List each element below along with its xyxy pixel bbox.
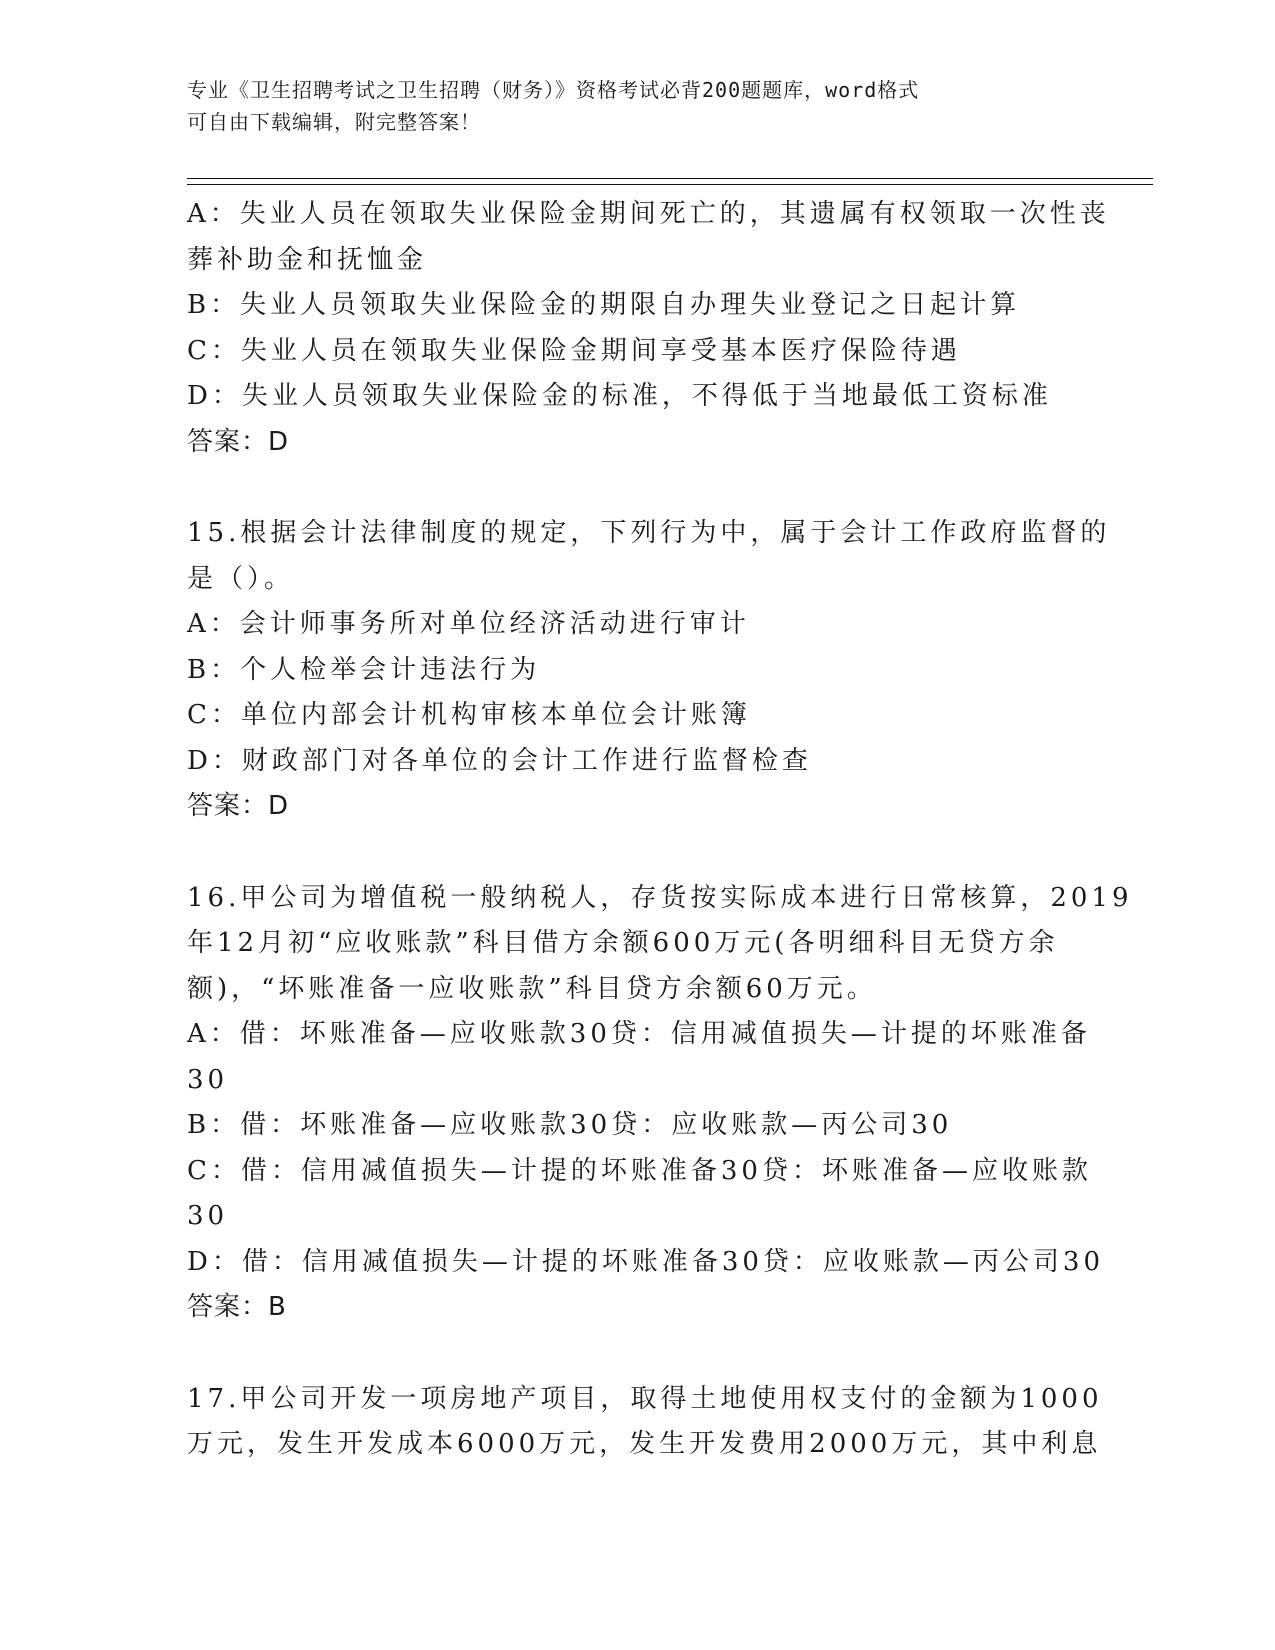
answer: 答案：B — [187, 1292, 287, 1322]
option-d: D：失业人员领取失业保险金的标准，不得低于当地最低工资标准 — [187, 381, 1052, 411]
question-spacer — [187, 1331, 1087, 1377]
question-stem: 15.根据会计法律制度的规定，下列行为中，属于会计工作政府监督的 — [187, 518, 1111, 548]
question-stem-continued: 额)，“坏账准备一应收账款”科目贷方余额60万元。 — [187, 973, 877, 1004]
question-stem-continued: 万元，发生开发成本6000万元，发生开发费用2000万元，其中利息 — [187, 1429, 1102, 1459]
option-a-continued: 30 — [187, 1064, 229, 1095]
question-14 — [187, 192, 1110, 465]
option-d: D：财政部门对各单位的会计工作进行监督检查 — [187, 745, 812, 776]
option-a-continued: 葬补助金和抚恤金 — [187, 244, 428, 275]
header-divider-bottom — [187, 184, 1153, 185]
header-line-2: 可自由下载编辑，附完整答案！ — [187, 110, 481, 134]
option-c: C：失业人员在领取失业保险金期间享受基本医疗保险待遇 — [187, 335, 961, 366]
question-list — [187, 192, 1133, 1468]
question-spacer — [187, 830, 1087, 876]
option-c: C：单位内部会计机构审核本单位会计账簿 — [187, 700, 751, 730]
header-divider-top — [187, 178, 1153, 179]
option-a: A：借：坏账准备—应收账款30贷：信用减值损失—计提的坏账准备 — [187, 1019, 1091, 1049]
question-stem: 17.甲公司开发一项房地产项目，取得土地使用权支付的金额为1000 — [187, 1383, 1103, 1414]
question-stem-continued: 年12月初“应收账款”科目借方余额600万元(各明细科目无贷方余 — [187, 928, 1059, 958]
option-a: A：会计师事务所对单位经济活动进行审计 — [187, 609, 750, 639]
option-c: C：借：信用减值损失—计提的坏账准备30贷：坏账准备—应收账款 — [187, 1155, 1092, 1186]
question-15 — [187, 511, 1111, 830]
answer: 答案：D — [187, 426, 290, 457]
option-b: B：个人检举会计违法行为 — [187, 654, 541, 685]
answer: 答案：D — [187, 791, 290, 821]
header-line-1: 专业《卫生招聘考试之卫生招聘（财务）》资格考试必背200题题库，word格式 — [187, 78, 920, 102]
question-spacer — [187, 465, 1087, 511]
option-b: B：失业人员领取失业保险金的期限自办理失业登记之日起计算 — [187, 290, 1021, 320]
question-17 — [187, 1377, 1103, 1468]
option-d: D：借：信用减值损失—计提的坏账准备30贷：应收账款—丙公司30 — [187, 1246, 1105, 1277]
question-16 — [187, 876, 1133, 1331]
option-a: A：失业人员在领取失业保险金期间死亡的，其遗属有权领取一次性丧 — [187, 199, 1110, 229]
option-b: B：借：坏账准备—应收账款30贷：应收账款—丙公司30 — [187, 1110, 953, 1140]
option-c-continued: 30 — [187, 1201, 229, 1231]
question-stem-continued: 是（）。 — [187, 563, 295, 594]
question-stem: 16.甲公司为增值税一般纳税人，存货按实际成本进行日常核算，2019 — [187, 882, 1133, 913]
document-header — [187, 74, 1087, 138]
